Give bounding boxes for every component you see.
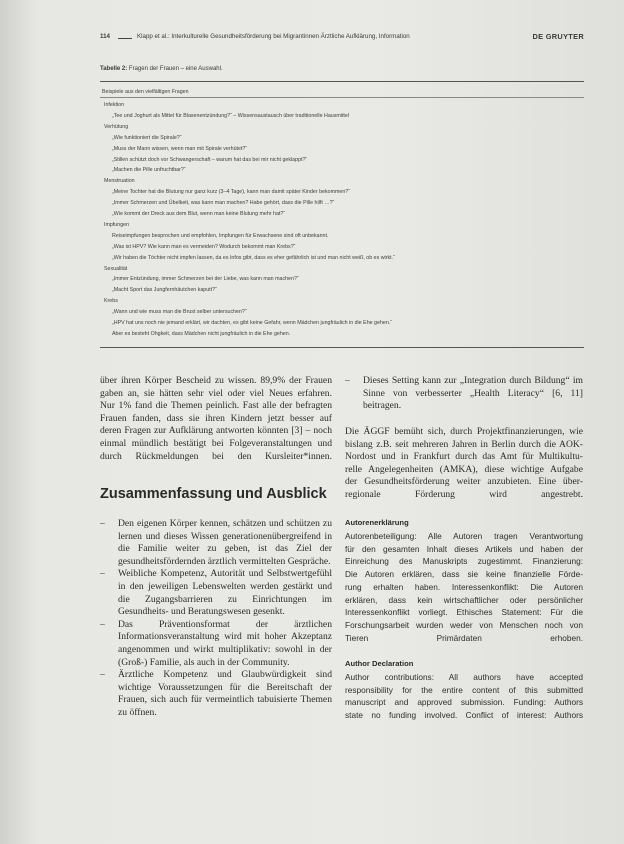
page-number: 114 [100,33,110,40]
left-intro-paragraph [100,375,332,463]
text-line: einmal mündlich bestätigt bei Folgeveranstaltungen und [100,437,332,449]
text-line: erklären, dass kein wirtschaftlicher oder persönlicher [345,594,583,605]
summary-bullet-list [100,518,332,720]
running-header [100,33,584,45]
table-category: Sexualität [104,265,128,272]
table-row: „HPV hat uns noch nie jemand erklärt, wir dachten, es gibt keine Gefahr, wenn Mädchen jungfräulich in die Ehe gehen.“ [112,320,393,326]
list-item: – Dieses Setting kann zur „Integration durch Bildung“ im Sinne von verbesserter „Health Literacy“ [6, 11] beitragen. [345,375,583,413]
table-caption [100,66,223,72]
table-row: „Meine Tochter hat die Blutung nur ganz kurz (3–4 Tage), kann man damit später Kinder bekommen?“ [112,189,350,196]
text-line: deren Fragen zur Aufklärung antworten könnten [3] – noch [100,425,332,437]
text-line: gaben an, sie hätten sehr viel oder viel Neues erfahren. [100,387,332,399]
text-line: Die Autoren erklären, dass sie keine finanzielle Förde- [345,569,583,580]
text-line: responsibility for the entire content of this submitted [345,684,583,695]
table-category: Infektion [104,102,125,108]
text-line: Die ÄGGF bemüht sich, durch Projektfinanzierungen, wie [345,426,583,437]
text-line: für den gesamten Inhalt dieses Artikels und haben der [345,543,583,554]
table-category: Menstruation [104,178,135,185]
text-line: Nordost und in Frankfurt durch das Amt für Multikultu- [345,451,583,463]
text-line: manuscript and approved submission. Funding: Authors [345,697,583,708]
text-line: Autorenbeteiligung: Alle Autoren tragen Verantwortung [345,531,583,541]
text-line: Einreichung des Manuskripts zugestimmt. Finanzierung: [345,556,583,567]
table-row: „Stillen schützt doch vor Schwangerschaft – warum hat das bei mir nicht geklappt?“ [112,156,308,163]
table-row: „Tee und Joghurt als Mittel für Blasenentzündung?“ – Wissensaustausch über traditionelle Hausmittel [112,112,350,119]
text-line: relle Angelegenheiten (AMKA), diese wichtige Aufgabe [345,463,583,475]
text-line: Frauen fanden, dass sie ihren Kindern jetzt besser auf [100,412,332,424]
list-item: – Den eigenen Körper kennen, schätzen und schützen zu lernen und dieses Wissen generationenübergreifend in die Familie weiter zu geben, ist das Ziel der gesundheitsfördernden ärztlich vermittelten Gespräche. [100,518,332,568]
table-row: „Immer Schmerzen und Übelkeit, was kann man machen? Habe gehört, dass die Pille hilft …?“ [112,200,335,207]
table-row: „Wie kommt der Dreck aus dem Blut, wenn man keine Blutung mehr hat?“ [112,211,286,217]
text-line: Nur 1% fand die Themen peinlich. Fast alle der befragten [100,400,332,412]
table-row: „Machen die Pille unfruchtbar?“ [112,167,186,174]
text-line: rung erhalten haben. Interessenkonflikt: Die Autoren [345,581,583,592]
table-header-rule [100,97,584,98]
autorenerklaerung-text [345,530,583,644]
section-heading: Zusammenfassung und Ausblick [100,486,327,502]
table-row: „Muss der Mann wissen, wenn man mit Spirale verhütet?“ [112,145,248,152]
text-line: state no funding involved. Conflict of interest: Authors [345,710,583,721]
questions-table [100,81,584,348]
author-declaration-heading: Author Declaration [345,659,414,668]
table-caption-text: Fragen der Frauen – eine Auswahl. [128,66,223,72]
table-row: „Macht Sport das Jungfernhäutchen kaputt?“ [112,287,217,294]
text-line: über ihren Körper Bescheid zu wissen. 89,9% der Frauen [100,375,332,386]
table-row: „Wann und wie muss man die Brust selber untersuchen?“ [112,309,247,316]
publisher-logo-text: DE GRUYTER [532,32,584,41]
autorenerklaerung-heading: Autorenerklärung [345,518,409,527]
list-item: – Das Präventionsformat der ärztlichen Informationsveranstaltung wird mit hoher Akzeptanz angenommen und wirkt multiplikativ: sowohl in der (Groß-) Familie, als auch in der Community. [100,619,332,669]
text-line: Tieren Primärdaten erhoben. [345,632,583,643]
table-row: „Was ist HPV? Wie kann man es vermeiden? Wodurch bekommt man Krebs?“ [112,243,296,250]
text-line: regionale Förderung wird angestrebt. [345,488,583,500]
text-line: durch Rückmeldungen bei den Kursleiter*innen. [100,450,332,462]
table-category: Impfungen [104,221,130,228]
author-declaration-text [345,671,583,722]
table-category: Krebs [104,298,118,305]
table-row: Reiseimpfungen besprochen und empfohlen, Impfungen für Erwachsene sind oft unbekannt. [112,232,329,239]
header-dash [118,38,132,39]
list-item: – Weibliche Kompetenz, Autorität und Selbstwertgefühl in den jeweiligen Lebenswelten werden gestärkt und die Zugangsbarrieren zu Einrichtungen im Gesundheits- und Beratungswesen gesenkt. [100,568,332,618]
right-paragraph [345,426,583,502]
text-line: Interessenkonflikt vorliegt. Ethisches Statement: Für die [345,607,583,618]
text-line: der Gesundheitsförderung weiter anzubieten. Eine über- [345,476,583,488]
running-title: Klapp et al.: Interkulturelle Gesundheitsförderung bei Migrantinnen Ärztliche Aufklärung, Information [137,33,410,40]
table-row: „Wie funktioniert die Spirale?“ [112,134,182,141]
text-line: bislang z.B. seit mehreren Jahren in Berlin durch die AOK- [345,438,583,450]
table-category: Verhütung [104,123,129,130]
table-caption-label: Tabelle 2: [100,66,128,72]
right-bullet-list [345,375,583,413]
table-row: „Immer Entzündung, immer Schmerzen bei der Liebe, was kann man machen?“ [112,276,299,283]
text-line: Forschungsarbeit wurden weder von Menschen noch von [345,619,583,630]
text-line: Author contributions: All authors have accepted [345,672,583,682]
table-row: „Wir haben die Töchter nicht impfen lassen, da es Infos gibt, dass es eher gefährlich ist und man nicht weiß, ob es wirkt.“ [112,254,395,261]
table-header: Beispiele aus den vielfältigen Fragen [102,89,189,95]
list-item: – Ärztliche Kompetenz und Glaubwürdigkeit sind wichtige Voraussetzungen für die Bereitschaft der Frauen, sich auch für vermeintlich tabuisierte Themen zu öffnen. [100,669,332,719]
table-row: Aber es besteht Ohgkeit, dass Mädchen nicht jungfräulich in die Ehe gehen. [112,330,291,337]
